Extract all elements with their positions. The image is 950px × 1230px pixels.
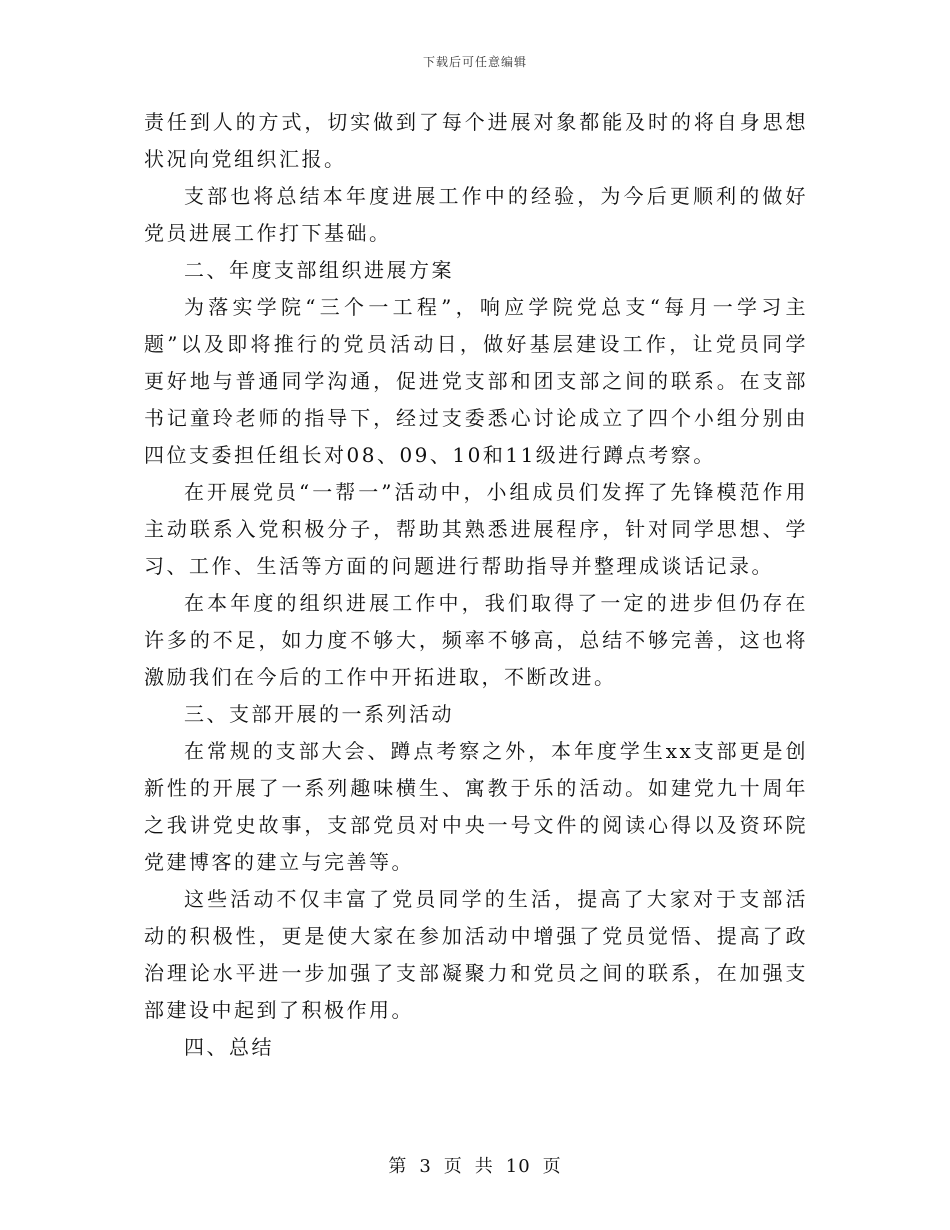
paragraph-continuation: 责任到人的方式，切实做到了每个进展对象都能及时的将自身思想状况向党组织汇报。 [144,110,808,171]
footer-total-word: 共 [474,1156,494,1177]
header-text: 下载后可任意编辑 [422,55,527,69]
section-heading-3: 三、支部开展的一系列活动 [184,702,454,726]
footer-page-word: 页 [443,1156,463,1177]
paragraph: 支部也将总结本年度进展工作中的经验，为今后更顺利的做好党员进展工作打下基础。 [144,184,808,245]
paragraph: 在常规的支部大会、蹲点考察之外，本年度学生xx支部更是创新性的开展了一系列趣味横生、寓教于乐的活动。如建党九十周年之我讲党史故事，支部党员对中央一号文件的阅读心得以及资环院党建博客的建立与完善等。 [144,739,808,874]
section-heading-4: 四、总结 [184,1035,274,1059]
section-heading-2: 二、年度支部组织进展方案 [184,258,454,282]
total-pages-number: 10 [505,1156,531,1177]
paragraph: 这些活动不仅丰富了党员同学的生活，提高了大家对于支部活动的积极性，更是使大家在参加活动中增强了党员觉悟、提高了政治理论水平进一步加强了支部凝聚力和党员之间的联系，在加强支部建设中起到了积极作用。 [144,887,808,1022]
footer-prefix: 第 [388,1156,408,1177]
page-footer [0,1152,950,1178]
document-body [144,104,808,1066]
page-header [0,53,950,70]
paragraph: 在开展党员“一帮一”活动中，小组成员们发挥了先锋模范作用主动联系入党积极分子，帮助其熟悉进展程序，针对同学思想、学习、工作、生活等方面的问题进行帮助指导并整理成谈话记录。 [144,480,808,578]
paragraph: 为落实学院“三个一工程”，响应学院党总支“每月一学习主题”以及即将推行的党员活动日，做好基层建设工作，让党员同学更好地与普通同学沟通，促进党支部和团支部之间的联系。在支部书记童玲老师的指导下，经过支委悉心讨论成立了四个小组分别由四位支委担任组长对08、09、10和11级进行蹲点考察。 [144,295,808,467]
footer-suffix: 页 [542,1156,562,1177]
paragraph: 在本年度的组织进展工作中，我们取得了一定的进步但仍存在许多的不足，如力度不够大，频率不够高，总结不够完善，这也将激励我们在今后的工作中开拓进取，不断改进。 [144,591,808,689]
current-page-number: 3 [419,1156,432,1177]
